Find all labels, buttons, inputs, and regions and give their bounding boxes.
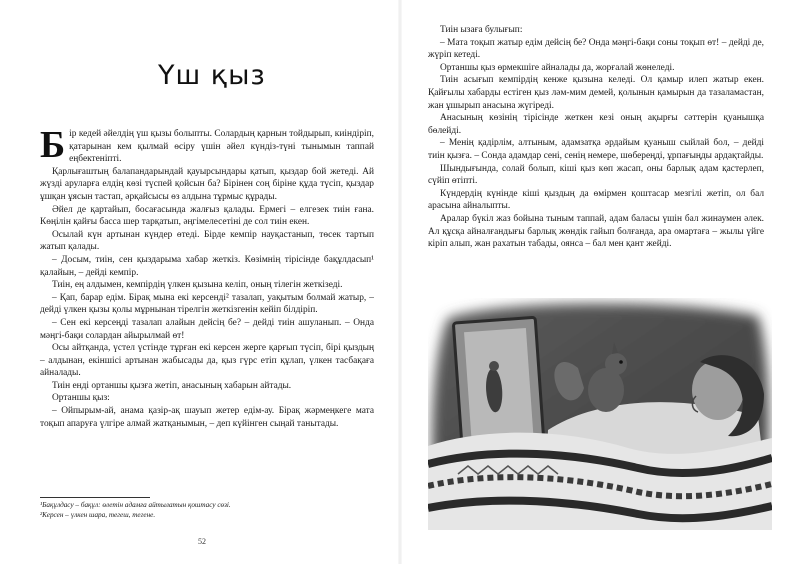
illustration-image [428, 298, 772, 530]
paragraph-2: Қарлығаштың балапандарындай қауырсындары қатып, қыздар бой жетеді. Ай жүзді аруларға елдің көзі түспей қойсын ба? Бірінен соң біріне құда түсіп, қыздар ұшқан ұясын тастап, әрқайсысы өз алдына тұрмыс құрады. [40, 166, 374, 202]
story-illustration [428, 298, 772, 530]
paragraph-10: Тиін енді ортаншы қызға жетіп, анасының хабарын айтады. [52, 380, 292, 391]
paragraph-9: Осы айтқанда, үстел үстінде тұрған екі керсен жерге қарғып түсіп, бірі қыздың – алдынан, екіншісі артынан жабысады да, қыз гүрс етіп құлап, үлкен тасбақаға айналады. [40, 343, 374, 379]
paragraph-r1: Тиін ызаға булығып: [440, 25, 523, 35]
paragraph-7: – Қап, барар едім. Бірақ мына екі керсенді² тазалап, уақытым болмай жатыр, – дейді үлкен қызы қолы мұрнынан тірелгін жеткізгенін кейіп білдіріп. [40, 292, 374, 316]
paragraph-r6: – Менің қадірлім, алтыным, адамзатқа әрдайым қуаныш сыйлай бол, – дейді тиін қызға. – Сонда адамдар сені, сенің немере, шөбереңді, ұрпағыңды ардақтайды. [428, 138, 764, 161]
paragraph-3: Әйел де қартайып, босағасында жалғыз қалады. Ермегі – елгезек тиін ғана. Көңілін қайғы басса шер тарқатып, әңгімелесетіні де сол тиін екен. [40, 204, 374, 228]
story-title: Үш қыз [158, 60, 266, 91]
page-number: 52 [198, 537, 206, 546]
paragraph-r2: – Мата тоқып жатыр едім дейсің бе? Онда мәңгі-бақи соны тоқып өт! – дейді де, жүріп кетеді. [428, 37, 764, 61]
paragraph-1: Бір кедей әйелдің үш қызы болыпты. Солардың қарнын тойдырып, киіндіріп, қатарынан кем қылмай өсіру үшін әйел күндіз-түні тынымын таппай еңбектеніпті. [40, 124, 374, 166]
paragraph-r3: Ортаншы қыз өрмекшіге айналады да, жорғалай жөнеледі. [440, 62, 675, 73]
picture-figure-head [489, 361, 499, 371]
paragraph-11: Ортаншы қыз: [52, 393, 110, 404]
paragraph-5: – Досым, тиін, сен қыздарыма хабар жеткіз. Көзімнің тірісінде бақұлдасып¹ қалайын, – дейді кемпір. [40, 254, 374, 278]
footnotes [40, 500, 374, 520]
right-page-text [428, 24, 764, 251]
paragraph-4: Осылай күн артынан күндер өтеді. Бірде кемпір науқастанып, төсек тартып жатып қалады. [40, 229, 374, 253]
paragraph-8: – Сен екі керсеңді тазалап алайын дейсің бе? – дейді тиін ашуланып. – Онда мәңгі-бақи солардан айырылмай өт! [40, 317, 374, 341]
footnote-rule [40, 497, 150, 498]
drop-cap: Б [40, 124, 66, 166]
left-page-text [40, 124, 374, 430]
paragraph-r9: Аралар бүкіл жаз бойына тыным таппай, адам баласы үшін бал жинаумен әлек. Ал құсқа айналғандығы барлық жөндік гайып болғанда, ара омартаға – жылы үйге кіріп алып, жан рахатын табады, оянса – бал мен қант жейді. [428, 213, 764, 250]
squirrel-head [605, 353, 627, 375]
paragraph-r5: Анасының көзінің тірісінде жеткен кезі оның ақырғы сәттерін қуанышқа бөлейді. [428, 113, 764, 136]
footnote-2: ²Керсен – үлкен шара, тегеш, тегене. [40, 511, 156, 519]
squirrel-eye [619, 360, 623, 364]
right-page [400, 0, 800, 564]
paragraph-12: – Ойпырым-ай, анама қазір-ақ шауып жетер едім-ау. Бірақ жәрмеңкеге мата тоқып апаруға үлгіре алмай жатқанымын, – деп күйінген сыңай танытады. [40, 406, 374, 429]
paragraph-r4: Тиін асығып кемпірдің кенже қызына келеді. Ол қамыр илеп жатыр екен. Қайғылы хабарды естіген қыз ләм-мим демей, қолынын қамырын да тазаламастан, жан ұшырып анасына жүгіреді. [428, 75, 764, 111]
paragraph-6: Тиін, ең алдымен, кемпірдің үлкен қызына келіп, оның тілегін жеткізеді. [52, 280, 343, 291]
paragraph-r7: Шындығында, солай болып, кіші қыз көп жасап, оны барлық адам қастерлеп, сүйіп өтіпті. [428, 163, 764, 187]
paragraph-r8: Күндердің күнінде кіші қыздың да өмірмен қоштасар мезгілі жетіп, ол бал арасына айналыпты. [428, 188, 764, 212]
footnote-1: ¹Бақұлдасу – бақұл: өлетін адамға айтылатын қоштасу сөзі. [40, 501, 231, 509]
